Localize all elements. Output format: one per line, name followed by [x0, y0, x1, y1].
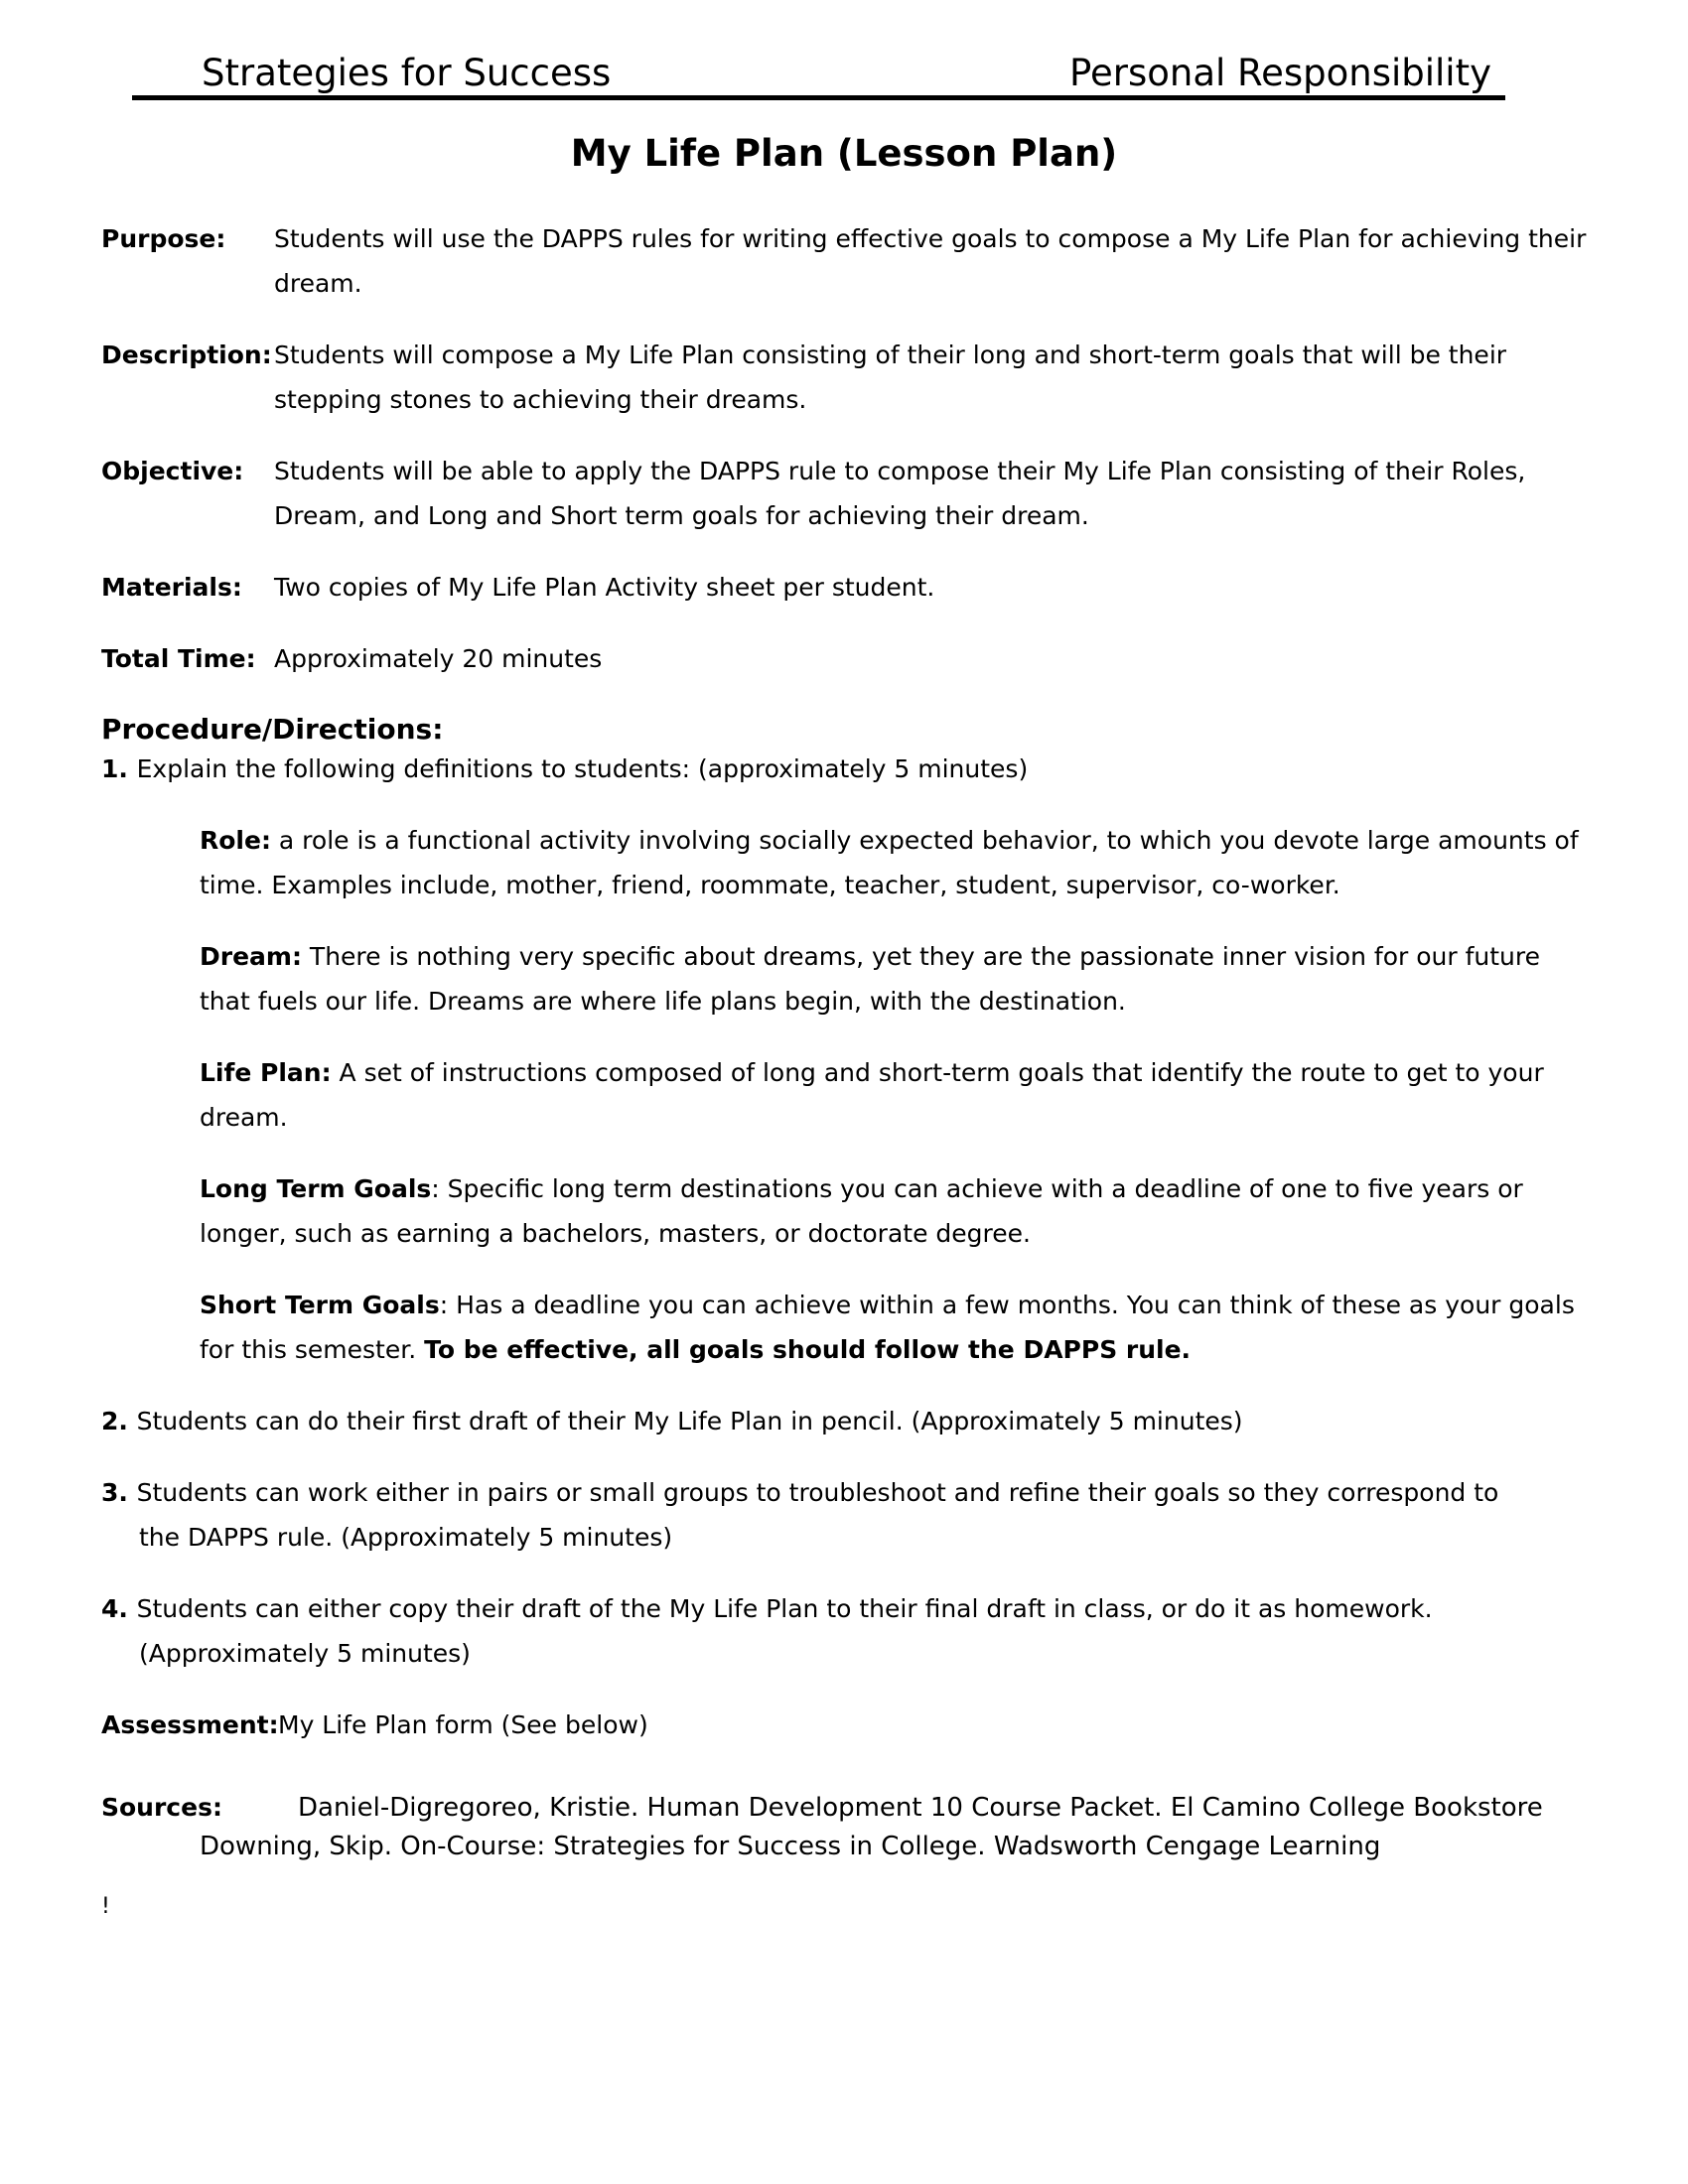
purpose-value: Students will use the DAPPS rules for writing effective goals to compose a My Life Plan for achieving their dream. — [274, 224, 1587, 298]
step-number: 1 — [101, 754, 119, 783]
definition-long-term-goals — [200, 1166, 1580, 1256]
procedure-step-1: 1. Explain the following definitions to students: (approximately 5 minutes) — [101, 754, 1029, 783]
dapps-emphasis: To be effective, all goals should follow the DAPPS rule. — [424, 1335, 1192, 1364]
definition-text: : Specific long term destinations you can achieve with a deadline of one to five years or longer, such as earning a bachelors, masters, or doctorate degree. — [200, 1174, 1523, 1248]
objective-value: Students will be able to apply the DAPPS rule to compose their My Life Plan consisting of their Roles, Dream, and Long and Short term goals for achieving their dream. — [274, 457, 1526, 530]
procedure-step-2: 2. Students can do their first draft of their My Life Plan in pencil. (Approximately 5 minutes) — [101, 1407, 1243, 1435]
definition-text: There is nothing very specific about dreams, yet they are the passionate inner vision for our future that fuels our life. Dreams are where life plans begin, with the destination. — [200, 942, 1540, 1016]
source-citation-2: Downing, Skip. On-Course: Strategies for Success in College. Wadsworth Cengage Learning — [200, 1832, 1381, 1861]
procedure-step-4: 4. Students can either copy their draft of the My Life Plan to their final draft in class, or do it as homework. (Approximately 5 minutes) — [101, 1586, 1571, 1676]
definition-text: A set of instructions composed of long and short-term goals that identify the route to get to your dream. — [200, 1058, 1544, 1132]
step-text: Explain the following definitions to students: (approximately 5 minutes) — [136, 754, 1029, 783]
description-label: Description: — [101, 341, 272, 369]
definition-term: Long Term Goals — [200, 1174, 432, 1203]
description-value: Students will compose a My Life Plan consisting of their long and short-term goals that will be their stepping stones to achieving their dreams. — [274, 341, 1507, 414]
definition-dream — [200, 934, 1580, 1024]
header-section-title: Personal Responsibility — [1069, 52, 1491, 94]
assessment-value: My Life Plan form (See below) — [278, 1710, 648, 1739]
definition-term: Life Plan: — [200, 1058, 332, 1087]
procedure-step-3: 3. Students can work either in pairs or small groups to troubleshoot and refine their goals so they correspond to the DAPPS rule. (Approximately 5 minutes) — [101, 1470, 1571, 1560]
definition-term: Dream: — [200, 942, 302, 971]
stray-mark: ! — [101, 1894, 110, 1919]
total-time-value: Approximately 20 minutes — [274, 644, 603, 673]
definition-term: Role: — [200, 826, 271, 855]
objective-label: Objective: — [101, 457, 244, 485]
definition-term: Short Term Goals — [200, 1291, 440, 1319]
definition-short-term-goals — [200, 1283, 1580, 1372]
step-text: Students can do their first draft of their My Life Plan in pencil. (Approximately 5 minutes) — [136, 1407, 1243, 1435]
step-number: 3 — [101, 1478, 119, 1507]
step-text-continued: the DAPPS rule. (Approximately 5 minutes) — [139, 1523, 673, 1552]
assessment-label: Assessment: — [101, 1710, 279, 1739]
definition-text: a role is a functional activity involving socially expected behavior, to which you devote large amounts of time. Examples include, mother, friend, roommate, teacher, student, supervisor, co-worker. — [200, 826, 1579, 899]
purpose-label: Purpose: — [101, 224, 226, 253]
sources-label: Sources: — [101, 1793, 222, 1822]
header-course-title: Strategies for Success — [202, 52, 612, 94]
definition-role — [200, 818, 1580, 907]
step-number: 2 — [101, 1407, 119, 1435]
materials-value: Two copies of My Life Plan Activity sheet per student. — [274, 573, 935, 602]
document-title: My Life Plan (Lesson Plan) — [570, 132, 1118, 175]
step-number: 4 — [101, 1594, 119, 1623]
step-text: Students can work either in pairs or small groups to troubleshoot and refine their goals so they correspond to — [136, 1478, 1499, 1507]
definition-text: : Has a deadline you can achieve within a few months. You can think of these as your goals for this semester. — [200, 1291, 1575, 1364]
procedure-heading: Procedure/Directions: — [101, 713, 444, 746]
step-text-continued: (Approximately 5 minutes) — [139, 1639, 471, 1668]
source-citation-1: Daniel-Digregoreo, Kristie. Human Development 10 Course Packet. El Camino College Bookstore — [298, 1793, 1543, 1823]
definition-life-plan — [200, 1050, 1580, 1140]
total-time-label: Total Time: — [101, 644, 256, 673]
materials-label: Materials: — [101, 573, 242, 602]
page-header — [132, 40, 1505, 100]
step-text: Students can either copy their draft of the My Life Plan to their final draft in class, or do it as homework. — [136, 1594, 1433, 1623]
